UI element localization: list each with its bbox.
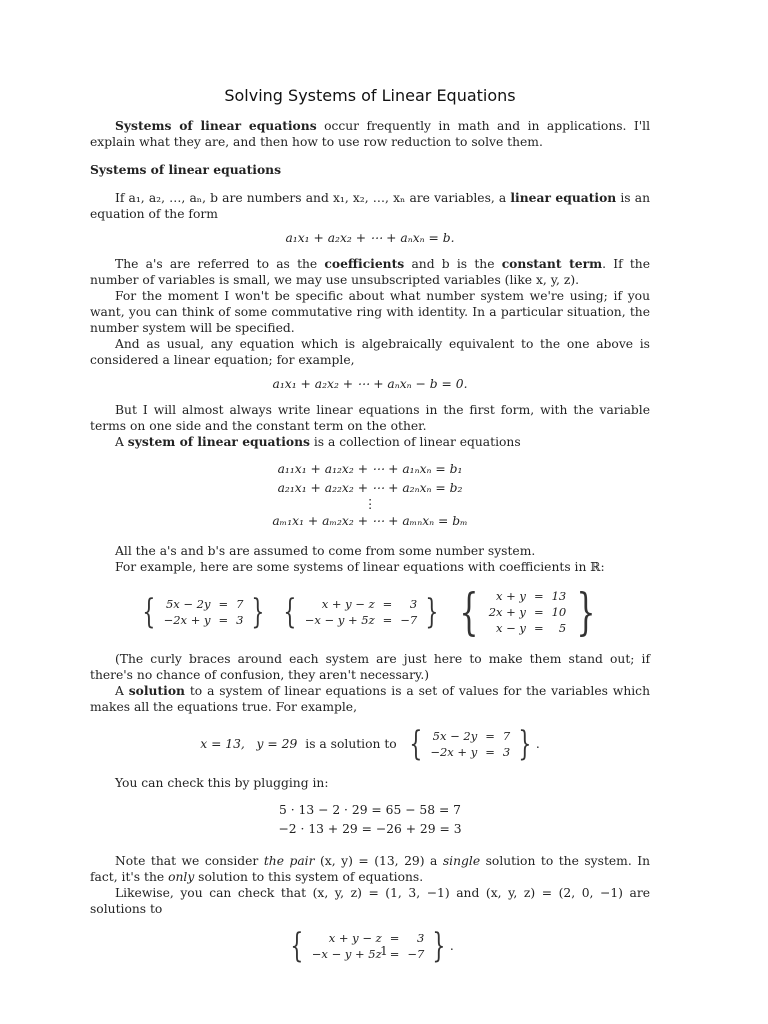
eq-sign: = bbox=[218, 613, 229, 627]
period: . bbox=[449, 939, 454, 953]
system-row bbox=[485, 604, 571, 620]
lhs: −x − y + 5z bbox=[311, 947, 382, 961]
eq-sign: = bbox=[533, 621, 544, 635]
rhs: 3 bbox=[416, 931, 425, 945]
right-brace: } bbox=[576, 583, 596, 641]
check-computation bbox=[90, 801, 650, 839]
term-constant: constant term bbox=[501, 256, 603, 271]
rhs: 10 bbox=[551, 605, 567, 619]
document-page bbox=[90, 88, 650, 977]
lhs: 5x − 2y bbox=[432, 729, 478, 743]
system-table bbox=[160, 596, 248, 628]
rhs: 3 bbox=[236, 613, 244, 627]
term-coefficients: coefficients bbox=[324, 256, 405, 271]
paragraph-system-def bbox=[90, 434, 650, 450]
lhs: −2x + y bbox=[163, 613, 211, 627]
lhs: x − y bbox=[496, 621, 526, 635]
right-brace: } bbox=[432, 926, 446, 966]
paragraph-first-form: But I will almost always write linear equations in the first form, with the variable terms on one side and the constant term on the other. bbox=[90, 403, 650, 433]
eq-sign: = bbox=[485, 729, 495, 743]
system-row bbox=[426, 744, 514, 760]
system-table bbox=[301, 596, 421, 628]
eq-sign: = bbox=[533, 605, 544, 619]
eq-sign: = bbox=[382, 613, 393, 627]
rhs: 5 bbox=[558, 621, 567, 635]
paragraph-braces-note: (The curly braces around each system are just here to make them stand out; if there's no chance of confusion, they aren't necessary.) bbox=[90, 652, 650, 682]
text: solution to the system. In fact, it's the bbox=[90, 854, 651, 884]
lhs: x + y − z bbox=[321, 597, 375, 611]
period: . bbox=[535, 737, 540, 751]
rhs: 13 bbox=[551, 589, 567, 603]
paragraph-number-source: All the a's and b's are assumed to come from some number system. bbox=[115, 544, 536, 558]
text: solution to this system of equations. bbox=[194, 870, 424, 884]
system-row bbox=[160, 612, 248, 628]
example-system-3 bbox=[453, 583, 602, 641]
paragraph-examples: For example, here are some systems of linear equations with coefficients in ℝ: bbox=[115, 560, 605, 574]
paragraph-check: You can check this by plugging in: bbox=[115, 776, 329, 790]
left-brace: { bbox=[290, 926, 304, 966]
general-row-m: aₘ₁x₁ + aₘ₂x₂ + ⋯ + aₘₙxₙ = bₘ bbox=[272, 514, 468, 528]
eq-sign: = bbox=[389, 947, 400, 961]
intro-text: occur frequently in math and in applications. I'll explain what they are, and then how to use row reduction to solve them. bbox=[90, 119, 650, 149]
paragraph-likewise: Likewise, you can check that (x, y, z) = (1, 3, −1) and (x, y, z) = (2, 0, −1) are solutions to bbox=[90, 886, 650, 916]
check-line-1: 5 · 13 − 2 · 29 = 65 − 58 = 7 bbox=[279, 803, 461, 817]
emphasis: the pair bbox=[263, 854, 315, 868]
paragraph-equivalent: And as usual, any equation which is algebraically equivalent to the one above is considered a linear equation; for example, bbox=[90, 337, 650, 367]
system-row bbox=[160, 596, 248, 612]
text: and b is the bbox=[404, 257, 502, 271]
paragraph-solution-def bbox=[90, 683, 650, 715]
text: The a's are referred to as the bbox=[115, 257, 325, 271]
system-row bbox=[485, 620, 571, 636]
lhs: −x − y + 5z bbox=[304, 613, 375, 627]
eq-sign: = bbox=[533, 589, 544, 603]
example-systems bbox=[90, 583, 650, 641]
left-brace: { bbox=[409, 724, 423, 764]
example-system-1 bbox=[138, 592, 269, 632]
rhs: −7 bbox=[400, 613, 418, 627]
text: If a₁, a₂, …, aₙ, b are numbers and x₁, x₂, …, xₙ are variables, a bbox=[115, 191, 511, 205]
term-solution: solution bbox=[128, 683, 185, 698]
general-row-2: a₂₁x₁ + a₂₂x₂ + ⋯ + a₂ₙxₙ = b₂ bbox=[277, 481, 463, 495]
left-brace: { bbox=[283, 592, 297, 632]
rhs: 7 bbox=[236, 597, 244, 611]
paragraph-linear-equation bbox=[90, 190, 650, 222]
example-system-2 bbox=[279, 592, 443, 632]
system-row bbox=[426, 728, 514, 744]
text: . If the number of variables is small, we may use unsubscripted variables (like x, y, z). bbox=[90, 257, 650, 287]
left-brace: { bbox=[142, 592, 156, 632]
term-system: system of linear equations bbox=[127, 434, 310, 449]
intro-bold: Systems of linear equations bbox=[115, 118, 317, 133]
eq-sign: = bbox=[382, 597, 393, 611]
lhs: 2x + y bbox=[488, 605, 526, 619]
paragraph-single-solution bbox=[90, 853, 650, 885]
text: A bbox=[115, 435, 128, 449]
eq-sign: = bbox=[389, 931, 400, 945]
rhs: 3 bbox=[409, 597, 418, 611]
lhs: −2x + y bbox=[430, 745, 478, 759]
text: is a collection of linear equations bbox=[309, 435, 521, 449]
solution-values: x = 13, y = 29 bbox=[200, 737, 298, 751]
lhs: x + y bbox=[496, 589, 526, 603]
intro-paragraph bbox=[90, 118, 650, 150]
right-brace: } bbox=[518, 724, 532, 764]
equation-1: a₁x₁ + a₂x₂ + ⋯ + aₙxₙ = b. bbox=[285, 231, 455, 245]
paragraph-number-system: For the moment I won't be specific about what number system we're using; if you want, you can think of some commutative ring with identity. In a particular situation, the number system will be specified. bbox=[90, 289, 650, 335]
left-brace: { bbox=[459, 583, 479, 641]
page-number: 1 bbox=[380, 944, 388, 958]
text: (x, y) = (13, 29) a bbox=[314, 854, 443, 868]
rhs: −7 bbox=[407, 947, 425, 961]
page-title: Solving Systems of Linear Equations bbox=[224, 86, 516, 105]
text: Note that we consider bbox=[115, 854, 264, 868]
lhs: 5x − 2y bbox=[165, 597, 211, 611]
solution-example bbox=[90, 724, 650, 764]
eq-sign: = bbox=[485, 745, 495, 759]
right-brace: } bbox=[251, 592, 265, 632]
right-brace: } bbox=[425, 592, 439, 632]
emphasis: single bbox=[442, 854, 481, 868]
general-row-1: a₁₁x₁ + a₁₂x₂ + ⋯ + a₁ₙxₙ = b₁ bbox=[277, 462, 463, 476]
system-table bbox=[485, 588, 571, 636]
rhs: 7 bbox=[502, 729, 511, 743]
text: A bbox=[115, 684, 129, 698]
text: is an equation of the form bbox=[90, 191, 650, 221]
system-table bbox=[426, 728, 514, 760]
general-system bbox=[90, 460, 650, 531]
equation-2: a₁x₁ + a₂x₂ + ⋯ + aₙxₙ − b = 0. bbox=[272, 377, 468, 391]
system-row bbox=[301, 612, 421, 628]
lhs: x + y − z bbox=[328, 931, 382, 945]
solution-text: is a solution to bbox=[305, 737, 397, 751]
term-linear-equation: linear equation bbox=[510, 190, 617, 205]
section-heading: Systems of linear equations bbox=[90, 162, 282, 177]
text: to a system of linear equations is a set of values for the variables which makes all the equations true. For example, bbox=[90, 684, 650, 714]
system-row bbox=[301, 596, 421, 612]
emphasis: only bbox=[168, 870, 195, 884]
rhs: 3 bbox=[502, 745, 511, 759]
paragraph-coefficients bbox=[90, 256, 650, 288]
vertical-dots: ⋮ bbox=[363, 497, 377, 511]
check-line-2: −2 · 13 + 29 = −26 + 29 = 3 bbox=[278, 822, 462, 836]
system-row bbox=[485, 588, 571, 604]
eq-sign: = bbox=[218, 597, 229, 611]
